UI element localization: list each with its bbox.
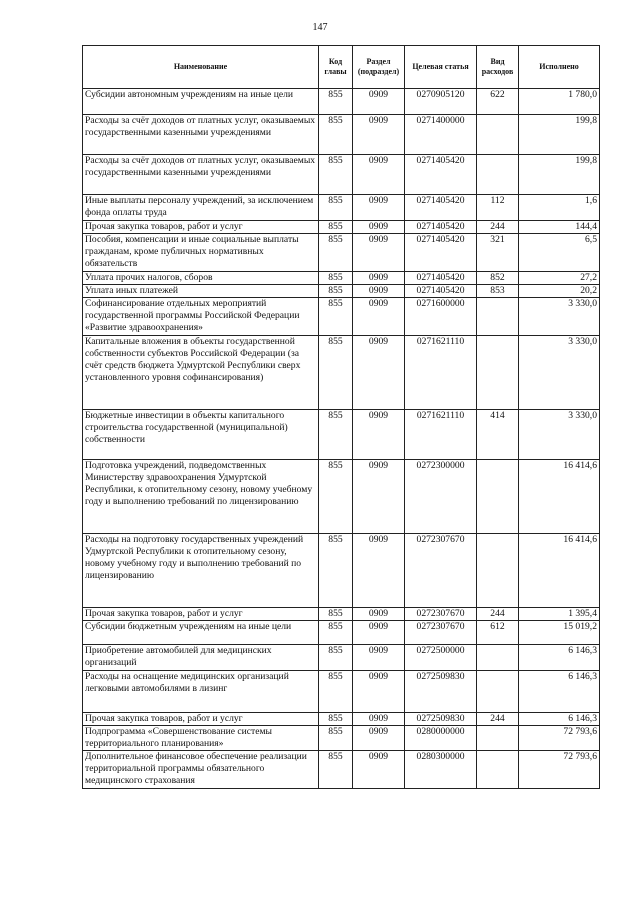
cell-name: Расходы на оснащение медицинских организаций легковыми автомобилями в лизинг — [83, 671, 319, 713]
cell-section: 0909 — [353, 272, 405, 285]
cell-expense-type — [477, 645, 519, 671]
cell-target-article: 0272307670 — [405, 621, 477, 645]
cell-expense-type: 321 — [477, 234, 519, 272]
cell-section: 0909 — [353, 115, 405, 155]
table-row — [83, 298, 600, 336]
cell-expense-type — [477, 298, 519, 336]
table-row — [83, 234, 600, 272]
table-row — [83, 155, 600, 195]
cell-executed: 3 330,0 — [519, 336, 600, 410]
cell-chapter-code: 855 — [319, 285, 353, 298]
cell-target-article: 0271621110 — [405, 410, 477, 460]
cell-name: Расходы за счёт доходов от платных услуг, оказываемых государственными казенными учреждениями — [83, 155, 319, 195]
cell-executed: 16 414,6 — [519, 534, 600, 608]
cell-section: 0909 — [353, 155, 405, 195]
cell-expense-type: 622 — [477, 89, 519, 115]
cell-expense-type — [477, 671, 519, 713]
cell-chapter-code: 855 — [319, 751, 353, 789]
cell-expense-type: 112 — [477, 195, 519, 221]
cell-expense-type: 244 — [477, 221, 519, 234]
cell-chapter-code: 855 — [319, 713, 353, 726]
table-row — [83, 671, 600, 713]
cell-section: 0909 — [353, 608, 405, 621]
cell-executed: 20,2 — [519, 285, 600, 298]
cell-target-article: 0272500000 — [405, 645, 477, 671]
cell-chapter-code: 855 — [319, 621, 353, 645]
cell-executed: 144,4 — [519, 221, 600, 234]
table-row — [83, 272, 600, 285]
header-section: Раздел (подраздел) — [353, 46, 405, 89]
cell-chapter-code: 855 — [319, 645, 353, 671]
cell-chapter-code: 855 — [319, 234, 353, 272]
table-row — [83, 621, 600, 645]
cell-executed: 1 780,0 — [519, 89, 600, 115]
cell-target-article: 0272300000 — [405, 460, 477, 534]
cell-name: Приобретение автомобилей для медицинских организаций — [83, 645, 319, 671]
cell-expense-type — [477, 336, 519, 410]
cell-chapter-code: 855 — [319, 272, 353, 285]
cell-section: 0909 — [353, 336, 405, 410]
cell-expense-type: 414 — [477, 410, 519, 460]
cell-target-article: 0270905120 — [405, 89, 477, 115]
cell-target-article: 0272307670 — [405, 608, 477, 621]
cell-name: Уплата прочих налогов, сборов — [83, 272, 319, 285]
cell-name: Подготовка учреждений, подведомственных Министерству здравоохранения Удмуртской Республики, к отопительному сезону, новому учебному году и выполнению требований по лицензированию — [83, 460, 319, 534]
cell-executed: 6 146,3 — [519, 713, 600, 726]
cell-executed: 3 330,0 — [519, 298, 600, 336]
table-row — [83, 195, 600, 221]
cell-name: Субсидии автономным учреждениям на иные цели — [83, 89, 319, 115]
cell-section: 0909 — [353, 221, 405, 234]
cell-target-article: 0271600000 — [405, 298, 477, 336]
cell-target-article: 0271405420 — [405, 272, 477, 285]
cell-executed: 6 146,3 — [519, 671, 600, 713]
table-row — [83, 285, 600, 298]
cell-chapter-code: 855 — [319, 726, 353, 751]
header-executed: Исполнено — [519, 46, 600, 89]
cell-name: Бюджетные инвестиции в объекты капитального строительства государственной (муниципальной) собственности — [83, 410, 319, 460]
cell-expense-type — [477, 534, 519, 608]
cell-expense-type: 244 — [477, 713, 519, 726]
table-row — [83, 751, 600, 789]
cell-target-article: 0271405420 — [405, 155, 477, 195]
cell-name: Прочая закупка товаров, работ и услуг — [83, 221, 319, 234]
cell-expense-type: 244 — [477, 608, 519, 621]
cell-section: 0909 — [353, 713, 405, 726]
cell-name: Уплата иных платежей — [83, 285, 319, 298]
table-row — [83, 336, 600, 410]
cell-section: 0909 — [353, 645, 405, 671]
cell-section: 0909 — [353, 751, 405, 789]
cell-section: 0909 — [353, 195, 405, 221]
cell-section: 0909 — [353, 460, 405, 534]
cell-section: 0909 — [353, 410, 405, 460]
cell-chapter-code: 855 — [319, 534, 353, 608]
cell-target-article: 0272509830 — [405, 671, 477, 713]
cell-target-article: 0271405420 — [405, 234, 477, 272]
header-chapter-code: Код главы — [319, 46, 353, 89]
cell-chapter-code: 855 — [319, 115, 353, 155]
cell-chapter-code: 855 — [319, 460, 353, 534]
cell-section: 0909 — [353, 89, 405, 115]
cell-chapter-code: 855 — [319, 410, 353, 460]
cell-target-article: 0271405420 — [405, 285, 477, 298]
cell-executed: 15 019,2 — [519, 621, 600, 645]
table-row — [83, 221, 600, 234]
page-number: 147 — [312, 22, 328, 33]
cell-executed: 72 793,6 — [519, 751, 600, 789]
cell-executed: 3 330,0 — [519, 410, 600, 460]
cell-expense-type — [477, 726, 519, 751]
table-row — [83, 410, 600, 460]
cell-target-article: 0280000000 — [405, 726, 477, 751]
cell-chapter-code: 855 — [319, 671, 353, 713]
cell-chapter-code: 855 — [319, 155, 353, 195]
cell-executed: 1,6 — [519, 195, 600, 221]
cell-name: Подпрограмма «Совершенствование системы территориального планирования» — [83, 726, 319, 751]
cell-section: 0909 — [353, 534, 405, 608]
cell-name: Субсидии бюджетным учреждениям на иные цели — [83, 621, 319, 645]
table-row — [83, 115, 600, 155]
table-row — [83, 726, 600, 751]
cell-section: 0909 — [353, 285, 405, 298]
header-name: Наименование — [83, 46, 319, 89]
cell-executed: 199,8 — [519, 155, 600, 195]
cell-executed: 6,5 — [519, 234, 600, 272]
cell-expense-type — [477, 751, 519, 789]
cell-name: Дополнительное финансовое обеспечение реализации территориальной программы обязательного медицинского страхования — [83, 751, 319, 789]
cell-name: Пособия, компенсации и иные социальные выплаты гражданам, кроме публичных нормативных обязательств — [83, 234, 319, 272]
cell-target-article: 0271405420 — [405, 221, 477, 234]
table-row — [83, 608, 600, 621]
cell-section: 0909 — [353, 671, 405, 713]
cell-executed: 72 793,6 — [519, 726, 600, 751]
cell-target-article: 0271621110 — [405, 336, 477, 410]
cell-chapter-code: 855 — [319, 298, 353, 336]
cell-target-article: 0271400000 — [405, 115, 477, 155]
cell-section: 0909 — [353, 621, 405, 645]
table-row — [83, 89, 600, 115]
cell-executed: 199,8 — [519, 115, 600, 155]
table-row — [83, 713, 600, 726]
cell-expense-type — [477, 155, 519, 195]
cell-name: Прочая закупка товаров, работ и услуг — [83, 713, 319, 726]
cell-executed: 16 414,6 — [519, 460, 600, 534]
cell-target-article: 0272509830 — [405, 713, 477, 726]
cell-chapter-code: 855 — [319, 195, 353, 221]
cell-name: Капитальные вложения в объекты государственной собственности субъектов Российской Федерации (за счёт средств бюджета Удмуртской Республики сверх установленного уровня софинансирования) — [83, 336, 319, 410]
header-expense-type: Вид расходов — [477, 46, 519, 89]
cell-expense-type — [477, 460, 519, 534]
cell-expense-type — [477, 115, 519, 155]
cell-expense-type: 853 — [477, 285, 519, 298]
cell-executed: 1 395,4 — [519, 608, 600, 621]
cell-name: Прочая закупка товаров, работ и услуг — [83, 608, 319, 621]
cell-chapter-code: 855 — [319, 89, 353, 115]
budget-table — [82, 45, 600, 789]
cell-executed: 27,2 — [519, 272, 600, 285]
table-body — [83, 89, 600, 789]
table-row — [83, 460, 600, 534]
cell-target-article: 0272307670 — [405, 534, 477, 608]
cell-expense-type: 612 — [477, 621, 519, 645]
cell-section: 0909 — [353, 726, 405, 751]
cell-target-article: 0271405420 — [405, 195, 477, 221]
cell-chapter-code: 855 — [319, 336, 353, 410]
header-target-article: Целевая статья — [405, 46, 477, 89]
cell-section: 0909 — [353, 234, 405, 272]
cell-name: Расходы на подготовку государственных учреждений Удмуртской Республики к отопительному сезону, новому учебному году и выполнению требований по лицензированию — [83, 534, 319, 608]
cell-section: 0909 — [353, 298, 405, 336]
table-row — [83, 645, 600, 671]
cell-chapter-code: 855 — [319, 608, 353, 621]
cell-target-article: 0280300000 — [405, 751, 477, 789]
cell-name: Расходы за счёт доходов от платных услуг, оказываемых государственными казенными учреждениями — [83, 115, 319, 155]
cell-name: Иные выплаты персоналу учреждений, за исключением фонда оплаты труда — [83, 195, 319, 221]
cell-name: Софинансирование отдельных мероприятий государственной программы Российской Федерации «Развитие здравоохранения» — [83, 298, 319, 336]
cell-chapter-code: 855 — [319, 221, 353, 234]
table-header-row — [83, 46, 600, 89]
cell-expense-type: 852 — [477, 272, 519, 285]
table-row — [83, 534, 600, 608]
cell-executed: 6 146,3 — [519, 645, 600, 671]
